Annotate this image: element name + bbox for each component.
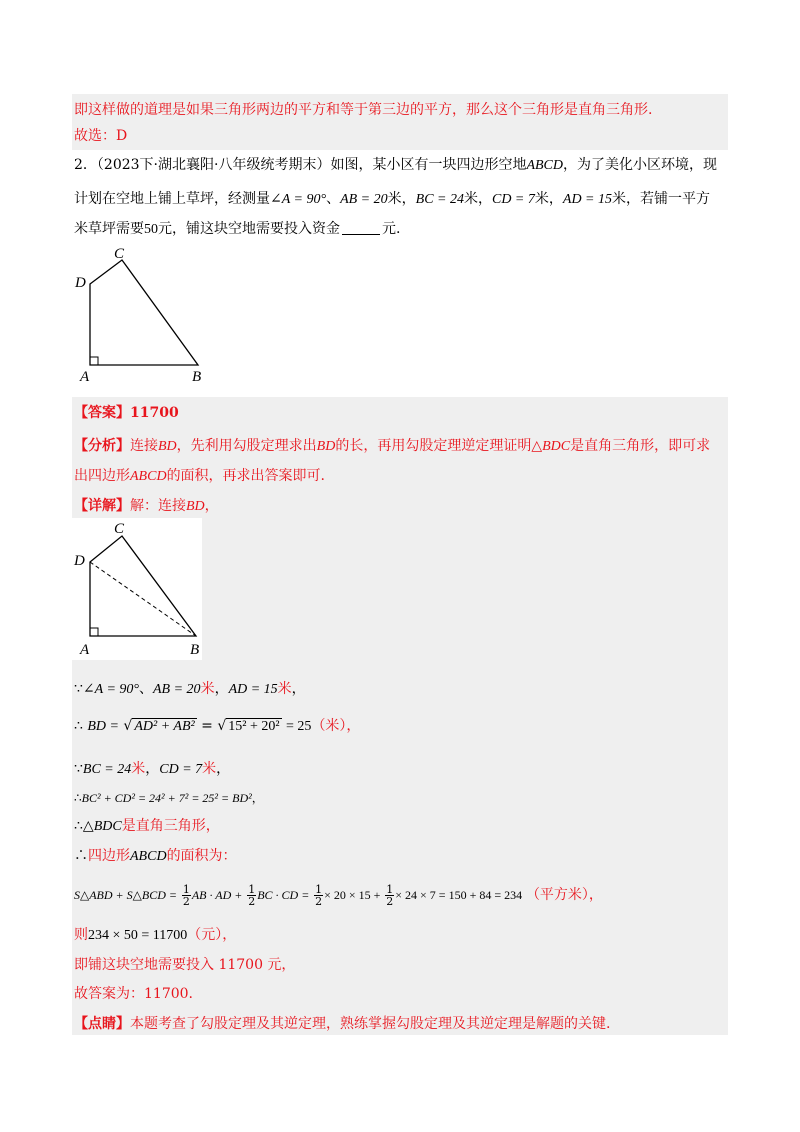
- analysis-text: 出四边形: [74, 468, 130, 484]
- step-4: [74, 788, 264, 808]
- equals: =: [201, 718, 213, 734]
- solution-text: 四边形: [88, 848, 130, 864]
- triangle-bdc: △BDC: [531, 439, 571, 454]
- answer-blank: [342, 220, 380, 235]
- fraction-half: [182, 884, 191, 907]
- fraction-den: 2: [315, 895, 323, 908]
- quadrilateral-figure: [70, 240, 220, 385]
- answer-line: [74, 403, 179, 423]
- price: 50: [144, 222, 158, 237]
- previous-reason: 即这样做的道理是如果三角形两边的平方和等于第三边的平方，那么这个三角形是直角三角形.: [74, 102, 653, 118]
- math-expr: CD = 7: [159, 762, 203, 777]
- question-text: 如图，某小区有一块四边形空地: [330, 157, 527, 173]
- previous-choice: 故选：D: [74, 128, 128, 144]
- comma: ，: [216, 761, 231, 777]
- step-1: [74, 679, 306, 700]
- comment-line: [74, 1014, 610, 1034]
- question-text: 计划在空地上铺上草坪，经测量: [74, 191, 270, 207]
- analysis-text: 是直角三角形，即可求: [570, 438, 711, 454]
- step-2: ∴ BD = √ AD² + AB² = √ 15² + 20² = 25（米），: [74, 718, 361, 734]
- sqrt-expr: AD² + AB²: [134, 719, 195, 734]
- cond-ad: AD = 15: [562, 192, 612, 207]
- analysis-text: 连接: [130, 438, 158, 454]
- comma: ，: [401, 191, 416, 207]
- step-3: [74, 759, 230, 780]
- math-expr: BC · CD =: [257, 888, 310, 902]
- unit: （米），: [311, 718, 361, 734]
- comma: ，: [214, 681, 229, 697]
- math-expr: BC² + CD² = 24² + 7² = 25² = BD²: [81, 791, 252, 805]
- analysis-text: ，先利用勾股定理求出: [176, 438, 317, 454]
- fraction-num: 1: [248, 883, 256, 896]
- step-9: 即铺这块空地需要投入 11700 元，: [74, 957, 296, 973]
- label-D: D: [75, 275, 86, 291]
- separator: 、: [139, 681, 153, 697]
- math-expr: BC = 24: [82, 762, 132, 777]
- math-expr: ∠A = 90°: [82, 682, 139, 697]
- solution-text: 的面积为：: [166, 848, 237, 864]
- therefore-sign: ∴: [74, 718, 83, 734]
- cond-bc: BC = 24: [415, 192, 464, 207]
- step-8: [74, 925, 236, 946]
- segment-bd: BD: [316, 439, 336, 454]
- math-expr: AB · AD +: [191, 888, 243, 902]
- unit: 米: [387, 191, 402, 207]
- comment-label: 【点睛】: [74, 1016, 130, 1032]
- comma: ，: [477, 191, 492, 207]
- comma: ，: [204, 498, 219, 514]
- question-line-2: [74, 189, 710, 210]
- label-A: A: [80, 369, 90, 385]
- fraction-num: 1: [315, 883, 323, 896]
- unit: 米: [612, 191, 626, 207]
- math-expr: = 25: [286, 719, 312, 734]
- because-sign: ∵: [74, 681, 83, 697]
- question-number: 2．: [74, 157, 97, 173]
- quad-name: ABCD: [526, 158, 564, 173]
- math-expr: BD =: [87, 719, 119, 734]
- question-text: ，若铺一平方: [626, 191, 710, 207]
- comma: ，: [145, 761, 160, 777]
- unit: （元），: [187, 927, 237, 943]
- therefore-sign: ∴: [74, 848, 88, 864]
- solution-figure: [72, 518, 202, 660]
- math-expr: AD = 15: [228, 682, 278, 697]
- fraction-half: [314, 884, 323, 907]
- label-A: A: [80, 642, 90, 658]
- solution-text: 是直角三角形，: [121, 818, 220, 834]
- unit: 米: [200, 681, 215, 697]
- triangle-bdc: △BDC: [82, 819, 122, 834]
- unit: 米: [463, 191, 478, 207]
- math-expr: AB = 20: [153, 682, 201, 697]
- math-expr: 234 × 50 = 11700: [88, 928, 188, 943]
- segment-bd: BD: [186, 499, 205, 514]
- step-5: [74, 816, 220, 837]
- fraction-den: 2: [248, 895, 256, 908]
- analysis-line-1: [74, 436, 710, 457]
- math-expr: × 20 × 15 +: [324, 888, 381, 902]
- fraction-den: 2: [182, 895, 190, 908]
- unit: 米: [534, 191, 549, 207]
- fraction-half: [385, 884, 394, 907]
- question-text: 元，铺这块空地需要投入资金: [158, 221, 340, 237]
- label-C: C: [114, 521, 125, 537]
- separator: 、: [326, 191, 341, 207]
- cond-cd: CD = 7: [491, 192, 535, 207]
- step-7: [74, 882, 603, 908]
- step-10: 故答案为：11700.: [74, 986, 193, 1002]
- question-text: ，为了美化小区环境，现: [563, 157, 718, 173]
- fraction-half: [247, 884, 256, 907]
- quad-name: ABCD: [130, 469, 167, 484]
- solution-text: 则: [74, 927, 88, 943]
- math-expr: × 24 × 7 = 150 + 84 = 234: [395, 888, 523, 902]
- label-C: C: [114, 246, 125, 262]
- segment-bd: BD: [158, 439, 177, 454]
- answer-value: 11700: [130, 405, 179, 421]
- detail-label: 【详解】: [74, 498, 130, 514]
- question-text: 米草坪需要: [74, 221, 144, 237]
- comma: ，: [548, 191, 563, 207]
- comma: ，: [251, 791, 264, 805]
- label-B: B: [190, 642, 200, 658]
- answer-label: 【答案】: [74, 405, 130, 421]
- quad-name: ABCD: [130, 849, 167, 864]
- math-expr: S△ABD + S△BCD =: [74, 888, 177, 902]
- question-line-3: [74, 219, 400, 240]
- because-sign: ∵: [74, 761, 83, 777]
- comma: ，: [291, 681, 306, 697]
- detail-text: 解：连接: [130, 498, 186, 514]
- step-6: [74, 846, 237, 867]
- sqrt-expr: 15² + 20²: [228, 719, 280, 734]
- unit: 米: [277, 681, 292, 697]
- cond-ab: AB = 20: [340, 192, 388, 207]
- detail-line: [74, 496, 219, 517]
- analysis-label: 【分析】: [74, 438, 130, 454]
- label-D: D: [74, 553, 85, 569]
- analysis-line-2: [74, 466, 325, 487]
- label-B: B: [192, 369, 202, 385]
- fraction-num: 1: [386, 883, 394, 896]
- cond-angle: ∠A = 90°: [270, 192, 327, 207]
- analysis-text: 的长，再用勾股定理逆定理证明: [335, 438, 532, 454]
- question-line-1: [74, 155, 717, 176]
- analysis-text: 的面积，再求出答案即可.: [166, 468, 326, 484]
- fraction-num: 1: [182, 883, 190, 896]
- comment-text: 本题考查了勾股定理及其逆定理，熟练掌握勾股定理及其逆定理是解题的关键.: [130, 1016, 611, 1032]
- therefore-sign: ∴: [74, 791, 82, 805]
- fraction-den: 2: [386, 895, 394, 908]
- question-source: （2023下·湖北襄阳·八年级统考期末）: [96, 157, 331, 173]
- unit: （平方米），: [525, 887, 603, 903]
- therefore-sign: ∴: [74, 818, 83, 834]
- dashed-bd-line: [90, 562, 196, 636]
- unit: 米: [202, 761, 217, 777]
- question-text: 元.: [382, 221, 401, 237]
- unit: 米: [131, 761, 146, 777]
